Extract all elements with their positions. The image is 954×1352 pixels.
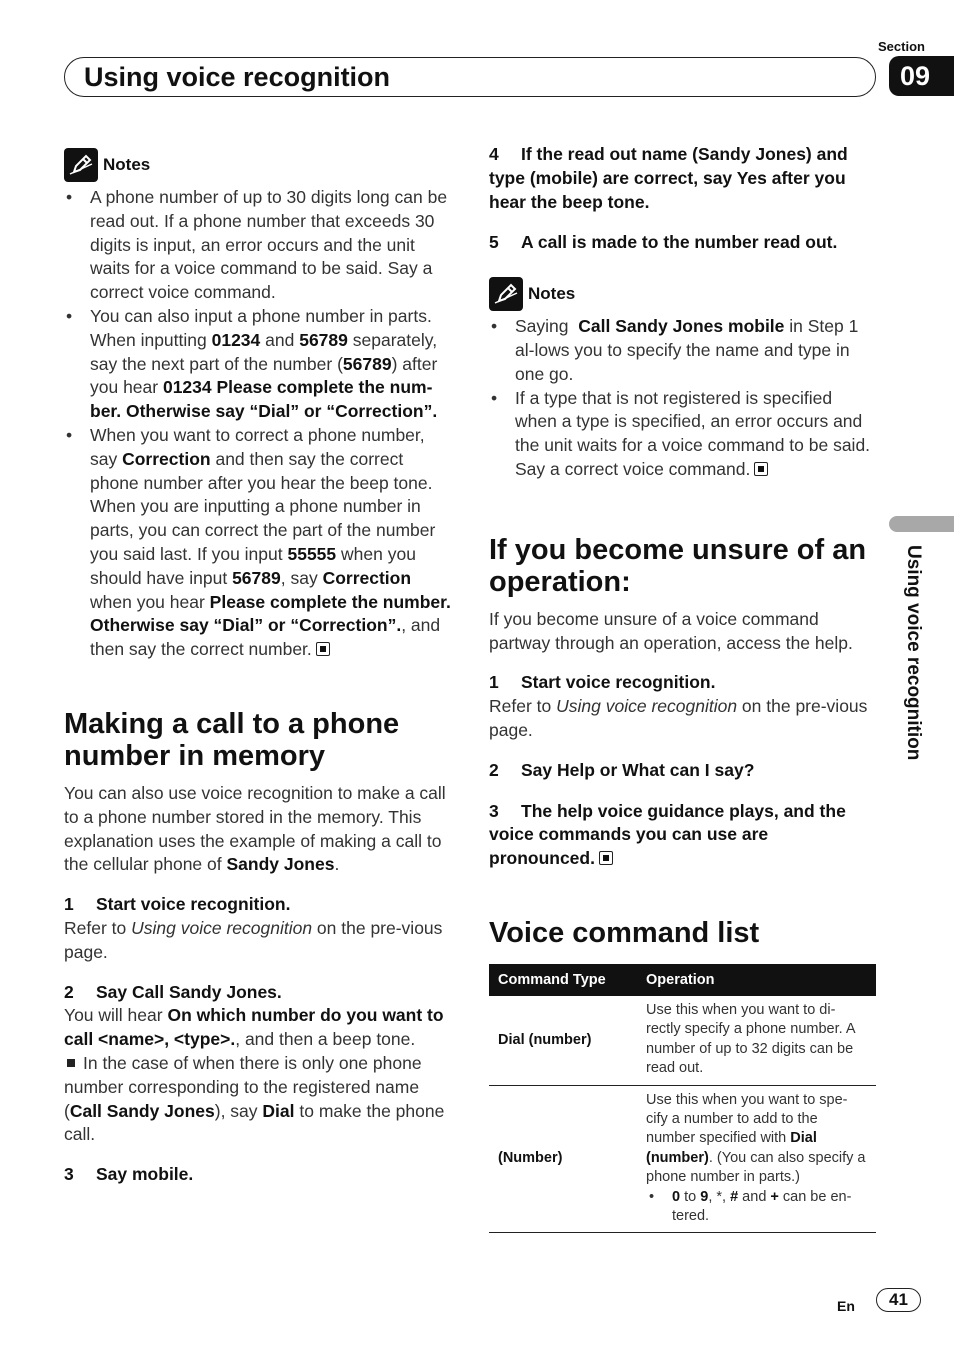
unsure-step-1: 1 Start voice recognition. xyxy=(489,672,716,693)
notes-list xyxy=(489,315,877,482)
unsure-step-1-body: Refer to Using voice recognition on the pre-vious page. xyxy=(489,696,868,740)
memory-step-2-note: In the case of when there is only one phone number corresponding to the registered name (Call Sandy Jones), say Dial to make the phone call. xyxy=(64,1052,445,1145)
notes-label: Notes xyxy=(528,284,576,304)
section-number-badge: 09 xyxy=(889,56,954,96)
column-header-operation: Operation xyxy=(637,964,876,996)
note-item: • If a type that is not registered is specified when a type is specified, an error occurs and the unit waits for a voice command to be said. Say a correct voice command. xyxy=(489,387,877,482)
left-column xyxy=(64,148,452,1187)
notes-list xyxy=(64,186,452,662)
table-row xyxy=(489,1085,876,1233)
command-operation: Use this when you want to spe-cify a number to add to the number specified with Dial (number). (You can also specify a phone number in parts.) • 0 to 9, *, # and + can be en-tered. xyxy=(637,1085,876,1233)
command-type: (Number) xyxy=(489,1085,637,1233)
side-tab-label: Using voice recognition xyxy=(903,545,924,761)
memory-intro: You can also use voice recognition to make a call to a phone number stored in the memory. This explanation uses the example of making a call to the cellular phone of Sandy Jones. xyxy=(64,782,446,875)
notes-label: Notes xyxy=(103,155,151,174)
side-tab-marker xyxy=(889,516,954,532)
square-bullet-icon xyxy=(67,1059,75,1067)
page-number: 41 xyxy=(876,1288,921,1312)
end-mark-icon xyxy=(754,462,768,476)
memory-step-3: 3 Say mobile. xyxy=(64,1164,194,1185)
memory-step-2: 2 Say Call Sandy Jones. xyxy=(64,981,282,1002)
command-operation: Use this when you want to di-rectly specify a phone number. A number of up to 32 digits can be read out. xyxy=(637,996,876,1085)
end-mark-icon xyxy=(599,851,613,865)
memory-step-5: 5 A call is made to the number read out. xyxy=(489,232,838,253)
end-mark-icon xyxy=(316,642,330,656)
command-type: Dial (number) xyxy=(489,996,637,1085)
operation-sub-item: • 0 to 9, *, # and + can be en-tered. xyxy=(646,1188,868,1227)
note-item: • A phone number of up to 30 digits long can be read out. If a phone number that exceeds 30 digits is input, an error occurs and the unit waits for a voice command to be said. Say a correct voice command. xyxy=(64,186,452,305)
unsure-heading: If you become unsure of an operation: xyxy=(489,533,867,598)
right-column xyxy=(489,143,877,1233)
command-table xyxy=(489,964,876,1233)
memory-step-4: 4 If the read out name (Sandy Jones) and type (mobile) are correct, say Yes after you hear the beep tone. xyxy=(489,144,848,212)
memory-step-2-body: You will hear On which number do you want to call <name>, <type>., and then a beep tone. xyxy=(64,1005,444,1050)
pencil-icon xyxy=(489,277,523,311)
note-item: • You can also input a phone number in parts. When inputting 01234 and 56789 separately, say the next part of the number (56789) after you hear 01234 Please complete the num-ber. Otherwise say “Dial” or “Correction”. xyxy=(64,305,452,424)
memory-step-1: 1 Start voice recognition. xyxy=(64,894,291,915)
unsure-step-3: 3 The help voice guidance plays, and the voice commands you can use are pronounced. xyxy=(489,800,846,869)
command-list-heading: Voice command list xyxy=(489,916,760,949)
note-item: • When you want to correct a phone number, say Correction and then say the correct phone number after you hear the beep tone. When you are inputting a phone number in parts, you can correct the part of the number you said last. If you input 55555 when you should have input 56789, say Correction when you hear Please complete the number. Otherwise say “Dial” or “Correction”., and then say the correct number. xyxy=(64,424,452,662)
memory-heading: Making a call to a phone number in memory xyxy=(64,707,400,772)
section-label: Section xyxy=(878,39,925,54)
note-item: • Saying Call Sandy Jones mobile in Step 1 al-lows you to specify the name and type in one go. xyxy=(489,315,877,386)
memory-step-1-body: Refer to Using voice recognition on the pre-vious page. xyxy=(64,917,443,962)
column-header-type: Command Type xyxy=(489,964,637,996)
unsure-intro: If you become unsure of a voice command partway through an operation, access the help. xyxy=(489,608,853,653)
table-row xyxy=(489,996,876,1085)
notes-header xyxy=(489,277,877,311)
unsure-step-2: 2 Say Help or What can I say? xyxy=(489,759,755,780)
language-label: En xyxy=(837,1298,855,1314)
pencil-icon xyxy=(64,148,98,182)
notes-header xyxy=(64,148,452,182)
page-title: Using voice recognition xyxy=(84,62,391,92)
